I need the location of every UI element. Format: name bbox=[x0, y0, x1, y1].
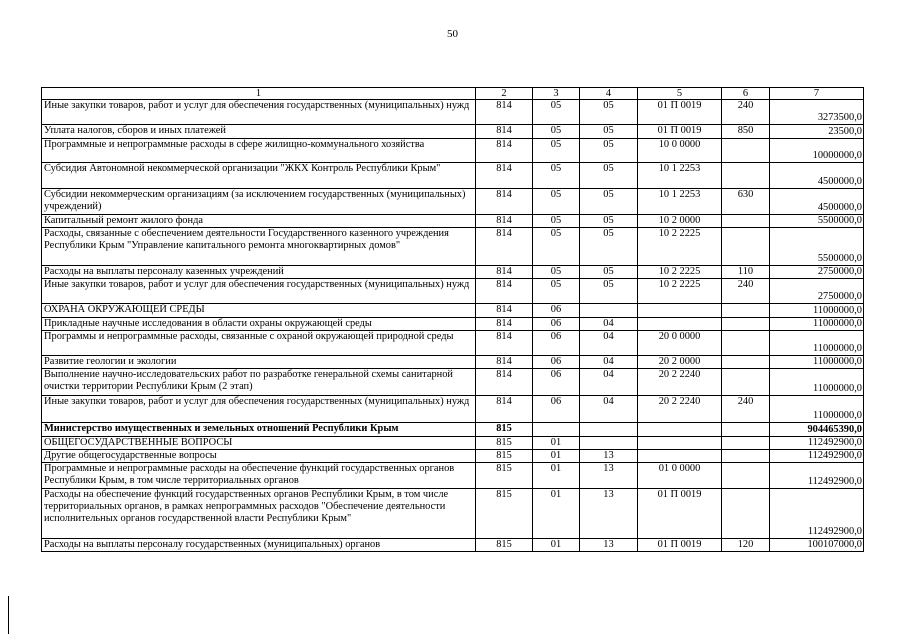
row-expense-type bbox=[722, 139, 770, 163]
row-subsection: 05 bbox=[580, 125, 638, 139]
row-expense-type: 120 bbox=[722, 539, 770, 552]
row-target-article: 10 0 0000 bbox=[638, 139, 722, 163]
row-name: Развитие геологии и экологии bbox=[42, 356, 476, 369]
table-row bbox=[42, 489, 864, 539]
row-amount: 5500000,0 bbox=[770, 228, 864, 266]
row-section: 06 bbox=[533, 369, 580, 396]
row-subsection: 05 bbox=[580, 163, 638, 189]
row-subsection: 05 bbox=[580, 266, 638, 279]
row-expense-type bbox=[722, 423, 770, 437]
row-amount: 2750000,0 bbox=[770, 279, 864, 304]
table-row bbox=[42, 279, 864, 304]
row-section: 06 bbox=[533, 318, 580, 331]
row-expense-type bbox=[722, 304, 770, 318]
table-row bbox=[42, 100, 864, 125]
row-code: 815 bbox=[476, 539, 533, 552]
row-code: 814 bbox=[476, 215, 533, 228]
row-expense-type bbox=[722, 318, 770, 331]
row-expense-type bbox=[722, 437, 770, 450]
table-row bbox=[42, 125, 864, 139]
row-amount: 11000000,0 bbox=[770, 304, 864, 318]
row-code: 814 bbox=[476, 331, 533, 356]
table-row bbox=[42, 437, 864, 450]
row-name: Уплата налогов, сборов и иных платежей bbox=[42, 125, 476, 139]
row-amount: 112492900,0 bbox=[770, 450, 864, 463]
row-name: Расходы на обеспечение функций государственных органов Республики Крым, в том числе территориальных органов, в рамках непрограммных расходов "Обеспечение деятельности исполнительных органов государственной власти Республики Крым" bbox=[42, 489, 476, 539]
row-code: 814 bbox=[476, 163, 533, 189]
row-section bbox=[533, 423, 580, 437]
row-amount: 4500000,0 bbox=[770, 163, 864, 189]
row-amount: 3273500,0 bbox=[770, 100, 864, 125]
row-section: 06 bbox=[533, 356, 580, 369]
table-row bbox=[42, 318, 864, 331]
table-row bbox=[42, 450, 864, 463]
header-cell: 1 bbox=[42, 88, 476, 100]
row-name: Расходы на выплаты персоналу государственных (муниципальных) органов bbox=[42, 539, 476, 552]
row-target-article: 10 1 2253 bbox=[638, 189, 722, 215]
table-row bbox=[42, 369, 864, 396]
row-target-article: 20 2 0000 bbox=[638, 356, 722, 369]
header-cell: 2 bbox=[476, 88, 533, 100]
row-code: 814 bbox=[476, 304, 533, 318]
row-subsection: 13 bbox=[580, 463, 638, 489]
row-section: 01 bbox=[533, 450, 580, 463]
row-subsection: 05 bbox=[580, 139, 638, 163]
row-name: Выполнение научно-исследовательских работ по разработке генеральной схемы санитарной очистки территории Республики Крым (2 этап) bbox=[42, 369, 476, 396]
row-section: 05 bbox=[533, 189, 580, 215]
row-name: Министерство имущественных и земельных отношений Республики Крым bbox=[42, 423, 476, 437]
row-subsection: 05 bbox=[580, 215, 638, 228]
header-cell: 7 bbox=[770, 88, 864, 100]
table-row bbox=[42, 396, 864, 423]
row-expense-type: 240 bbox=[722, 279, 770, 304]
row-code: 814 bbox=[476, 266, 533, 279]
table-row bbox=[42, 189, 864, 215]
row-amount: 112492900,0 bbox=[770, 437, 864, 450]
row-section: 01 bbox=[533, 463, 580, 489]
row-subsection: 04 bbox=[580, 318, 638, 331]
row-code: 814 bbox=[476, 139, 533, 163]
row-target-article: 01 П 0019 bbox=[638, 489, 722, 539]
row-subsection bbox=[580, 423, 638, 437]
row-name: Субсидии некоммерческим организациям (за исключением государственных (муниципальных) учреждений) bbox=[42, 189, 476, 215]
row-name: Расходы на выплаты персоналу казенных учреждений bbox=[42, 266, 476, 279]
row-expense-type bbox=[722, 163, 770, 189]
row-code: 814 bbox=[476, 356, 533, 369]
row-code: 815 bbox=[476, 450, 533, 463]
header-row bbox=[42, 88, 864, 100]
table-row bbox=[42, 139, 864, 163]
table-row bbox=[42, 463, 864, 489]
row-code: 814 bbox=[476, 279, 533, 304]
table-row bbox=[42, 228, 864, 266]
row-amount: 904465390,0 bbox=[770, 423, 864, 437]
row-target-article bbox=[638, 423, 722, 437]
row-name: Капитальный ремонт жилого фонда bbox=[42, 215, 476, 228]
row-subsection: 04 bbox=[580, 396, 638, 423]
row-code: 815 bbox=[476, 437, 533, 450]
row-section: 05 bbox=[533, 100, 580, 125]
row-section: 06 bbox=[533, 396, 580, 423]
header-cell: 5 bbox=[638, 88, 722, 100]
row-subsection: 05 bbox=[580, 228, 638, 266]
row-expense-type bbox=[722, 215, 770, 228]
row-expense-type: 110 bbox=[722, 266, 770, 279]
table-row bbox=[42, 266, 864, 279]
row-code: 814 bbox=[476, 189, 533, 215]
row-subsection bbox=[580, 437, 638, 450]
row-section: 01 bbox=[533, 539, 580, 552]
row-section: 06 bbox=[533, 304, 580, 318]
row-target-article: 01 П 0019 bbox=[638, 100, 722, 125]
row-section: 01 bbox=[533, 437, 580, 450]
row-expense-type: 630 bbox=[722, 189, 770, 215]
row-code: 814 bbox=[476, 396, 533, 423]
row-name: Субсидия Автономной некоммерческой организации "ЖКХ Контроль Республики Крым" bbox=[42, 163, 476, 189]
row-expense-type bbox=[722, 369, 770, 396]
row-name: Программные и непрограммные расходы в сфере жилищно-коммунального хозяйства bbox=[42, 139, 476, 163]
margin-mark bbox=[8, 596, 9, 634]
row-section: 06 bbox=[533, 331, 580, 356]
row-expense-type bbox=[722, 489, 770, 539]
row-name: Другие общегосударственные вопросы bbox=[42, 450, 476, 463]
header-cell: 3 bbox=[533, 88, 580, 100]
row-name: Иные закупки товаров, работ и услуг для обеспечения государственных (муниципальных) нужд bbox=[42, 279, 476, 304]
row-expense-type bbox=[722, 356, 770, 369]
row-subsection: 05 bbox=[580, 100, 638, 125]
table-row bbox=[42, 539, 864, 552]
row-expense-type: 240 bbox=[722, 396, 770, 423]
row-code: 814 bbox=[476, 318, 533, 331]
row-name: Расходы, связанные с обеспечением деятельности Государственного казенного учреждения Республики Крым "Управление капитального ремонта многоквартирных домов" bbox=[42, 228, 476, 266]
row-name: Программные и непрограммные расходы на обеспечение функций государственных органов Республики Крым, в том числе территориальных органов bbox=[42, 463, 476, 489]
row-subsection: 04 bbox=[580, 331, 638, 356]
row-section: 05 bbox=[533, 215, 580, 228]
header-cell: 4 bbox=[580, 88, 638, 100]
table-row bbox=[42, 304, 864, 318]
row-section: 05 bbox=[533, 266, 580, 279]
row-section: 05 bbox=[533, 279, 580, 304]
row-target-article: 10 2 2225 bbox=[638, 228, 722, 266]
row-subsection: 04 bbox=[580, 356, 638, 369]
row-name: Иные закупки товаров, работ и услуг для обеспечения государственных (муниципальных) нужд bbox=[42, 396, 476, 423]
row-section: 05 bbox=[533, 125, 580, 139]
row-target-article: 20 2 2240 bbox=[638, 369, 722, 396]
header-cell: 6 bbox=[722, 88, 770, 100]
row-code: 814 bbox=[476, 228, 533, 266]
row-expense-type bbox=[722, 463, 770, 489]
row-code: 814 bbox=[476, 125, 533, 139]
row-amount: 4500000,0 bbox=[770, 189, 864, 215]
row-subsection: 05 bbox=[580, 189, 638, 215]
row-expense-type bbox=[722, 450, 770, 463]
row-amount: 11000000,0 bbox=[770, 318, 864, 331]
row-expense-type: 240 bbox=[722, 100, 770, 125]
row-amount: 5500000,0 bbox=[770, 215, 864, 228]
row-section: 05 bbox=[533, 163, 580, 189]
row-name: ОБЩЕГОСУДАРСТВЕННЫЕ ВОПРОСЫ bbox=[42, 437, 476, 450]
row-amount: 100107000,0 bbox=[770, 539, 864, 552]
row-subsection: 13 bbox=[580, 450, 638, 463]
row-subsection: 13 bbox=[580, 539, 638, 552]
row-code: 815 bbox=[476, 489, 533, 539]
row-amount: 11000000,0 bbox=[770, 356, 864, 369]
row-name: Иные закупки товаров, работ и услуг для обеспечения государственных (муниципальных) нужд bbox=[42, 100, 476, 125]
row-expense-type: 850 bbox=[722, 125, 770, 139]
row-target-article bbox=[638, 318, 722, 331]
table-row bbox=[42, 356, 864, 369]
row-target-article bbox=[638, 437, 722, 450]
row-target-article: 10 2 2225 bbox=[638, 279, 722, 304]
row-target-article bbox=[638, 304, 722, 318]
table-row bbox=[42, 331, 864, 356]
budget-table bbox=[41, 87, 864, 552]
table-row bbox=[42, 423, 864, 437]
row-subsection: 13 bbox=[580, 489, 638, 539]
row-target-article: 01 П 0019 bbox=[638, 125, 722, 139]
row-code: 814 bbox=[476, 100, 533, 125]
row-amount: 11000000,0 bbox=[770, 396, 864, 423]
row-target-article: 01 П 0019 bbox=[638, 539, 722, 552]
page-number: 50 bbox=[447, 28, 458, 40]
row-section: 05 bbox=[533, 228, 580, 266]
row-target-article: 01 0 0000 bbox=[638, 463, 722, 489]
row-subsection: 05 bbox=[580, 279, 638, 304]
row-target-article: 10 1 2253 bbox=[638, 163, 722, 189]
table-row bbox=[42, 215, 864, 228]
row-amount: 23500,0 bbox=[770, 125, 864, 139]
row-section: 05 bbox=[533, 139, 580, 163]
row-code: 815 bbox=[476, 423, 533, 437]
row-expense-type bbox=[722, 228, 770, 266]
row-target-article: 20 2 2240 bbox=[638, 396, 722, 423]
row-subsection bbox=[580, 304, 638, 318]
row-name: ОХРАНА ОКРУЖАЮЩЕЙ СРЕДЫ bbox=[42, 304, 476, 318]
row-target-article bbox=[638, 450, 722, 463]
row-subsection: 04 bbox=[580, 369, 638, 396]
row-amount: 11000000,0 bbox=[770, 369, 864, 396]
row-code: 815 bbox=[476, 463, 533, 489]
row-amount: 2750000,0 bbox=[770, 266, 864, 279]
row-expense-type bbox=[722, 331, 770, 356]
row-target-article: 10 2 0000 bbox=[638, 215, 722, 228]
row-amount: 10000000,0 bbox=[770, 139, 864, 163]
row-name: Программы и непрограммные расходы, связанные с охраной окружающей природной среды bbox=[42, 331, 476, 356]
row-target-article: 20 0 0000 bbox=[638, 331, 722, 356]
row-code: 814 bbox=[476, 369, 533, 396]
table-row bbox=[42, 163, 864, 189]
row-amount: 11000000,0 bbox=[770, 331, 864, 356]
row-section: 01 bbox=[533, 489, 580, 539]
row-name: Прикладные научные исследования в области охраны окружающей среды bbox=[42, 318, 476, 331]
row-amount: 112492900,0 bbox=[770, 463, 864, 489]
row-target-article: 10 2 2225 bbox=[638, 266, 722, 279]
row-amount: 112492900,0 bbox=[770, 489, 864, 539]
